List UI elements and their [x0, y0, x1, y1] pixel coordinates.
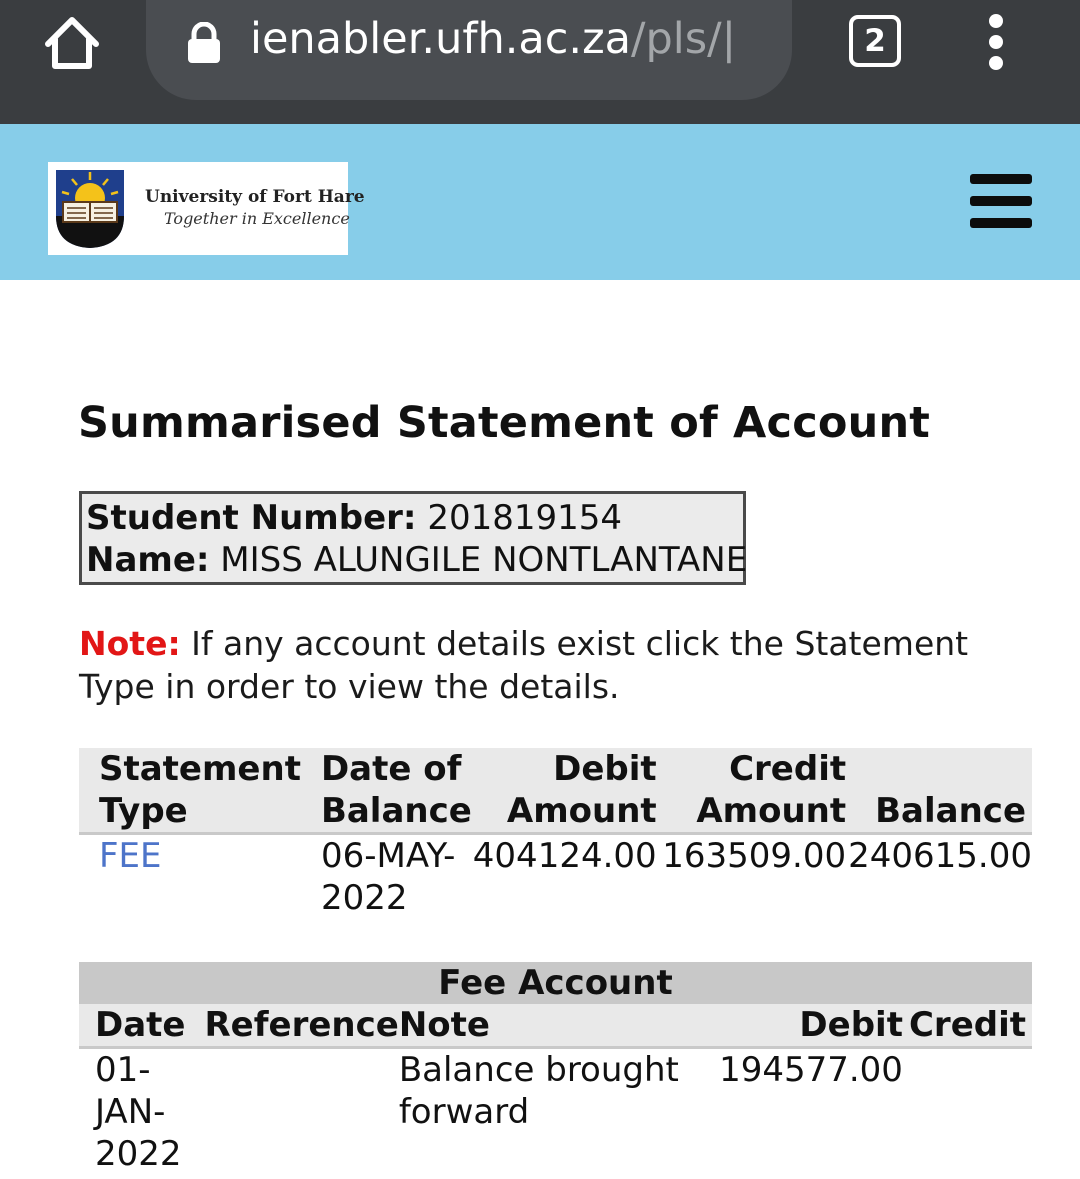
header-balance: Balance [848, 748, 1032, 834]
university-motto: Together in Excellence [164, 209, 350, 228]
debit-amount-cell: 404124.00 [472, 836, 657, 876]
balance-cell: 240615.00 [848, 836, 1032, 876]
student-name-value: MISS ALUNGILE NONTLANTANE [220, 540, 748, 580]
summary-header-row [79, 748, 1032, 834]
student-name-label: Name: [86, 540, 210, 580]
university-name: University of Fort Hare [145, 187, 365, 207]
crest-icon [54, 168, 126, 250]
note-text: If any account details exist click the Statement Type in order to view the details. [79, 624, 969, 706]
student-info-box [79, 491, 746, 585]
fee-account-table [79, 962, 1032, 1175]
page-title: Summarised Statement of Account [78, 398, 931, 448]
table-row [79, 1048, 1032, 1176]
header-debit: Debit [719, 1004, 909, 1048]
hamburger-icon[interactable] [970, 174, 1032, 228]
site-header [0, 124, 1080, 280]
more-vert-icon[interactable] [978, 14, 1014, 70]
note-label: Note: [79, 624, 181, 663]
student-name-row [86, 539, 748, 581]
statement-type-cell [79, 834, 301, 920]
header-note: Note [399, 1004, 719, 1048]
header-debit-amount: Debit Amount [472, 748, 661, 834]
home-icon[interactable] [40, 12, 104, 76]
student-number-value: 201819154 [427, 498, 622, 538]
header-date-of-balance: Date of Balance [301, 748, 472, 834]
student-number-row [86, 497, 743, 539]
url-host: ienabler.ufh.ac.za [250, 14, 631, 64]
fee-note-cell: Balance brought forward [398, 1050, 679, 1132]
fee-credit-cell [909, 1048, 1032, 1176]
lock-icon [186, 22, 222, 64]
date-of-balance-cell: 06-MAY-2022 [320, 836, 456, 918]
credit-amount-cell: 163509.00 [662, 836, 847, 876]
url-text[interactable] [250, 14, 738, 64]
header-statement-type: Statement Type [79, 748, 301, 834]
table-row [79, 834, 1032, 920]
header-credit: Credit [909, 1004, 1032, 1048]
fee-account-caption-row [79, 962, 1032, 1004]
university-logo[interactable] [48, 162, 365, 255]
fee-date-cell: 01-JAN-2022 [95, 1050, 182, 1174]
student-number-label: Student Number: [86, 498, 417, 538]
fee-account-header-row [79, 1004, 1032, 1048]
browser-toolbar [0, 0, 1080, 124]
statement-type-link[interactable]: FEE [99, 836, 162, 876]
header-credit-amount: Credit Amount [661, 748, 848, 834]
header-reference: Reference [196, 1004, 398, 1048]
fee-account-caption: Fee Account [79, 962, 1032, 1004]
tab-count: 2 [864, 23, 886, 59]
fee-reference-cell [196, 1048, 398, 1176]
fee-debit-cell: 194577.00 [719, 1050, 903, 1090]
url-path: /pls/| [631, 14, 737, 64]
note-paragraph [79, 622, 1039, 708]
header-date: Date [79, 1004, 196, 1048]
statement-summary-table [79, 748, 1032, 919]
tab-switcher-button[interactable] [849, 15, 901, 67]
